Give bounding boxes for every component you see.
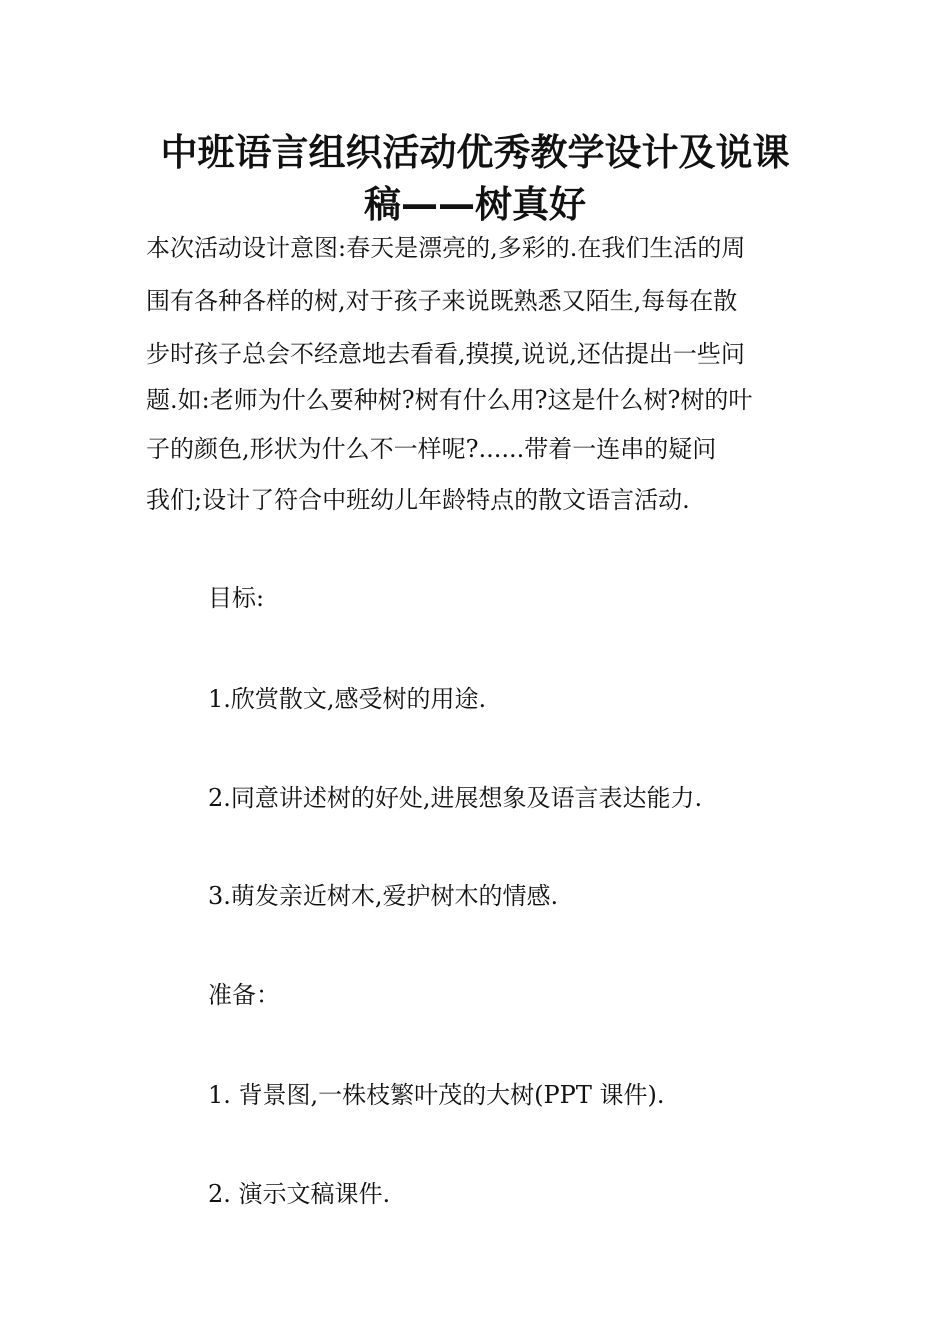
intro-text-line-1: 本次活动设计意图:春天是漂亮的,多彩的.在我们生活的周 xyxy=(146,234,746,262)
intro-text-line-2: 围有各种各样的树,对于孩子来说既熟悉又陌生,每每在散 xyxy=(146,287,738,315)
intro-text-line-6: 我们;设计了符合中班幼儿年龄特点的散文语言活动. xyxy=(146,486,690,514)
prep-item-1: 1. 背景图,一株枝繁叶茂的大树(PPT 课件). xyxy=(208,1081,665,1109)
goal-item-3: 3.萌发亲近树木,爱护树木的情感. xyxy=(208,882,559,910)
document-title-line-1: 中班语言组织活动优秀教学设计及说课 xyxy=(160,131,790,174)
intro-text-line-5: 子的颜色,形状为什么不一样呢?......带着一连串的疑问 xyxy=(146,435,717,463)
prep-heading: 准备： xyxy=(208,981,280,1009)
goal-item-2: 2.同意讲述树的好处,进展想象及语言表达能力. xyxy=(208,784,703,812)
prep-item-2: 2. 演示文稿课件. xyxy=(208,1180,391,1208)
intro-text-line-4: 题.如:老师为什么要种树?树有什么用?这是什么树?树的叶 xyxy=(146,386,753,414)
document-title-line-2: 稿——树真好 xyxy=(364,183,586,226)
goals-heading: 目标: xyxy=(208,584,265,612)
goal-item-1: 1.欣赏散文,感受树的用途. xyxy=(208,685,487,713)
intro-text-line-3: 步时孩子总会不经意地去看看,摸摸,说说,还估提出一些问 xyxy=(146,340,745,368)
